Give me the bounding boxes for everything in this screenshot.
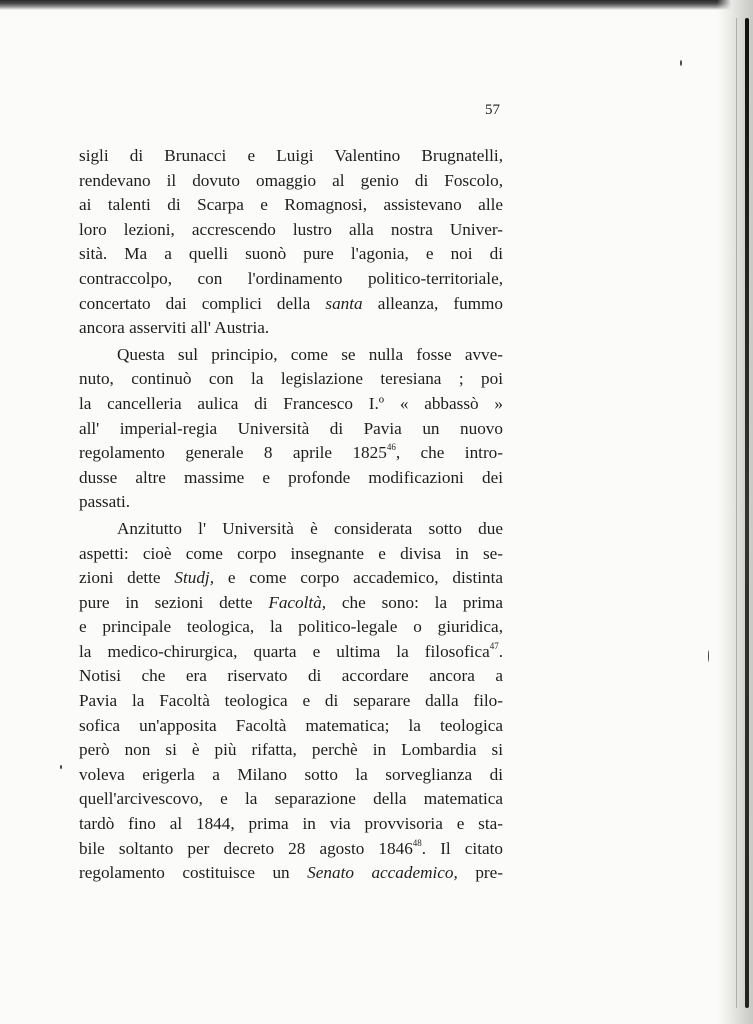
text-line: sofica un'apposita Facoltà matematica; la teologica: [79, 715, 503, 735]
italic-term: Facoltà,: [268, 592, 327, 612]
page-number: 57: [485, 102, 500, 118]
text-line: Pavia la Facoltà teologica e di separare dalla filo-: [79, 691, 503, 711]
italic-term: Studj,: [174, 568, 215, 588]
scan-speck: [680, 60, 682, 66]
text-line: [79, 640, 503, 665]
body-text: [79, 144, 503, 886]
text-line: loro lezioni, accrescendo lustro alla nostra Univer-: [79, 219, 503, 239]
footnote-ref: 48: [412, 837, 422, 848]
text-line: rendevano il dovuto omaggio al genio di Foscolo,: [79, 170, 503, 190]
text-run: concertato dai complici della: [79, 293, 326, 313]
text-run: zioni dette: [79, 568, 175, 588]
text-line: Anzitutto l' Università è considerata sotto due: [117, 518, 503, 538]
footnote-ref: 46: [386, 442, 396, 453]
text-run: regolamento costituisce un: [79, 863, 308, 883]
italic-term: santa: [325, 293, 363, 313]
scan-binding-shadow: [717, 0, 753, 1024]
text-run: . Il citato: [421, 838, 503, 858]
text-line: dusse altre massime e profonde modificazioni dei: [79, 467, 503, 487]
text-line: voleva erigerla a Milano sotto la sorveglianza di: [79, 764, 503, 784]
footnote-ref: 47: [489, 640, 499, 651]
text-line: sigli di Brunacci e Luigi Valentino Brugnatelli,: [79, 146, 503, 165]
text-run: regolamento generale 8 aprile 1825: [79, 443, 387, 463]
text-line: [79, 566, 503, 591]
scan-speck: [60, 765, 62, 769]
text-line: nuto, continuò con la legislazione teresiana ; poi: [79, 369, 503, 389]
text-run: pre-: [457, 863, 503, 883]
text-line: Notisi che era riservato di accordare ancora a: [79, 666, 503, 686]
text-run: alleanza, fummo: [362, 293, 504, 313]
text-line: all' imperial-regia Università di Pavia un nuovo: [79, 418, 503, 438]
italic-term: Senato accademico,: [307, 863, 458, 883]
scan-speck: [708, 650, 709, 662]
text-line: ancora asserviti all' Austria.: [79, 318, 270, 338]
text-line: [79, 861, 503, 886]
text-line: però non si è più rifatta, perchè in Lombardia si: [79, 740, 503, 760]
text-line: [79, 591, 503, 616]
text-line: ai talenti di Scarpa e Romagnosi, assistevano alle: [79, 195, 503, 215]
text-line: aspetti: cioè come corpo insegnante e divisa in se-: [79, 543, 503, 563]
text-line: quell'arcivescovo, e la separazione della matematica: [79, 789, 503, 809]
binding-fold-line: [736, 18, 737, 1008]
text-run: che sono: la prima: [326, 592, 504, 612]
text-run: , che intro-: [395, 443, 503, 463]
text-run: .: [498, 641, 503, 661]
scan-top-edge: [0, 0, 753, 10]
text-run: pure in sezioni dette: [79, 592, 269, 612]
text-line: contraccolpo, con l'ordinamento politico-territoriale,: [79, 268, 503, 288]
text-line: e principale teologica, la politico-legale o giuridica,: [79, 617, 503, 637]
text-line: [79, 292, 503, 317]
text-line: la cancelleria aulica di Francesco I.º « abbassò »: [79, 393, 503, 413]
text-line: tardò fino al 1844, prima in via provvisoria e sta-: [79, 814, 503, 834]
text-line: Questa sul principio, come se nulla fosse avve-: [117, 344, 503, 364]
binding-edge-line: [745, 18, 749, 1008]
text-run: e come corpo accademico, distinta: [214, 568, 503, 588]
text-line: [79, 441, 503, 466]
text-line: [79, 837, 503, 862]
text-run: la medico-chirurgica, quarta e ultima la filosofica: [79, 641, 490, 661]
text-line: passati.: [79, 492, 131, 512]
text-run: bile soltanto per decreto 28 agosto 1846: [79, 838, 413, 858]
text-line: sità. Ma a quelli suonò pure l'agonia, e noi di: [79, 244, 503, 264]
